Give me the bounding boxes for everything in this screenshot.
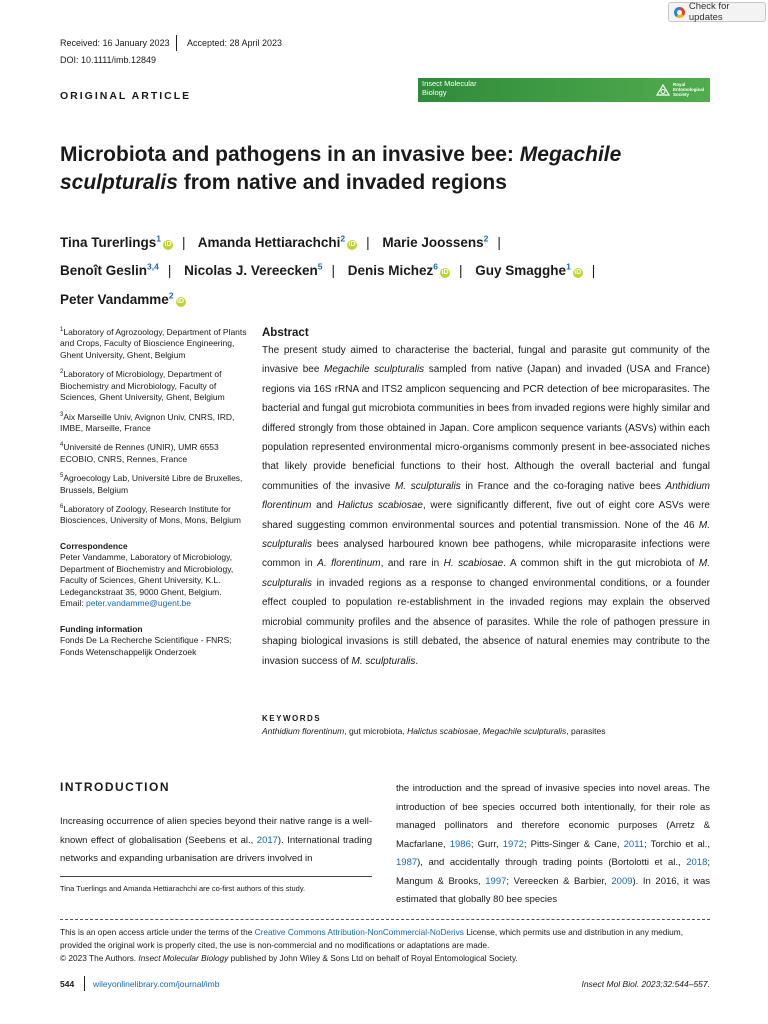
footnote-rule xyxy=(60,876,372,877)
citation-link[interactable]: 2018 xyxy=(686,857,708,868)
affiliation: $^4$Université de Rennes (UNIR), UMR 6553 ECOBIO, CNRS, Rennes, France xyxy=(60,442,219,464)
citation-link[interactable]: 2011 xyxy=(623,838,645,850)
author[interactable]: Nicolas J. Vereecken$^5$ xyxy=(184,261,323,278)
license-link[interactable]: Creative Commons Attribution-NonCommercial-NoDerivs xyxy=(254,927,464,937)
accepted-date: Accepted: 28 April 2023 xyxy=(187,38,283,48)
affiliation: $^1$Laboratory of Agrozoology, Department of Plants and Crops, Faculty of Bioscience Engineering, Ghent University, Ghent, Belgium xyxy=(60,326,247,360)
license-text: This is an open access article under the terms of the Creative Commons Attribution-NonCommercial-NoDerivs License, which permits use and distribution in any medium, provided the original work is properly cited, the use is non-commercial and no modifications or adaptations are made. © 2023 The Authors. Insect Molecular Biology published by John Wiley & Sons Ltd on behalf of Royal Entomological Society. xyxy=(60,927,684,963)
intro-right-column: the introduction and the spread of invasive species into novel areas. The introduction of bee species occurred both intentionally, for their role as managed pollinators and therefore economic purposes (Arretz & Macfarlane, 1986; Gurr, 1972; Pitts-Singer & Cane, 2011; Torchio et al., 1987), and accidentally through trading points (Bortolotti et al., 2018; Mangum & Brooks, 1997; Vereecken & Barbier, 2009). In 2016, it was estimated that globally 80 bee species xyxy=(396,783,711,905)
author[interactable]: Guy Smagghe$^1$iD xyxy=(475,261,582,278)
affiliation: $^5$Agroecology Lab, Université Libre de Bruxelles, Brussels, Belgium xyxy=(60,473,243,495)
orcid-icon: iD xyxy=(348,240,356,248)
crossmark-icon xyxy=(674,7,685,18)
author[interactable]: Marie Joossens$^2$ xyxy=(382,233,489,250)
keywords: Anthidium florentinum, gut microbiota, Halictus scabiosae, Megachile sculpturalis, parasites xyxy=(262,726,606,736)
journal-banner xyxy=(418,78,710,102)
intro-left-column: Increasing occurrence of alien species beyond their native range is a well-known effect of globalisation (Seebens et al., 2017). International trading networks and expanding urbanisation are drivers involved in xyxy=(60,816,372,864)
abstract-heading: Abstract xyxy=(262,327,309,339)
correspondence-text: Peter Vandamme, Laboratory of Microbiology, Department of Biochemistry and Microbiology, Faculty of Sciences, Ghent University, K.L. Ledeganckstraat 35, 9000 Ghent, Belgium. xyxy=(60,552,234,597)
citation-link[interactable]: 2009 xyxy=(611,875,633,887)
citation-info: Insect Mol Biol. 2023;32:544–557. xyxy=(581,979,710,989)
footer-divider xyxy=(84,976,85,991)
society-emblem-icon xyxy=(656,84,670,96)
citation-link[interactable]: 1972 xyxy=(502,838,524,850)
orcid-icon: iD xyxy=(441,269,449,276)
keywords-heading: KEYWORDS xyxy=(262,714,322,723)
citation-link[interactable]: 1987 xyxy=(396,857,418,868)
affiliation: $^3$Aix Marseille Univ, Avignon Univ, CNRS, IRD, IMBE, Marseille, France xyxy=(60,411,235,433)
header-divider xyxy=(176,35,177,51)
funding-text: Fonds De La Recherche Scientifique - FNRS; Fonds Wetenschappelijk Onderzoek xyxy=(60,635,232,657)
orcid-icon: iD xyxy=(574,269,582,276)
page-number: 544 xyxy=(60,979,75,989)
correspondence-heading: Correspondence xyxy=(60,540,128,551)
check-updates-label: Check for updates xyxy=(688,1,730,23)
affiliation: $^6$Laboratory of Zoology, Research Institute for Biosciences, University of Mons, Mons, Belgium xyxy=(60,503,241,526)
check-for-updates-button[interactable] xyxy=(668,2,766,22)
author[interactable]: Benoît Geslin$^{3,4}$ xyxy=(60,261,159,278)
orcid-icon: iD xyxy=(164,240,172,248)
author[interactable]: Denis Michez$^6$iD xyxy=(347,261,449,278)
author[interactable]: Amanda Hettiarachchi$^2$iD xyxy=(197,233,356,250)
footnote: Tina Tuerlings and Amanda Hettiarachchi are co-first authors of this study. xyxy=(60,884,306,893)
citation-link[interactable]: 2017 xyxy=(256,834,278,846)
society-logo: Royal Entomological Society xyxy=(656,82,704,97)
funding-heading: Funding information xyxy=(60,623,143,634)
affiliation: $^2$Laboratory of Microbiology, Department of Biochemistry and Microbiology, Faculty of Sciences, Ghent University, Ghent, Belgium xyxy=(60,369,225,403)
orcid-icon: iD xyxy=(177,297,185,305)
doi: DOI: 10.1111/imb.12849 xyxy=(60,55,157,65)
license-divider xyxy=(60,919,710,920)
journal-url-link[interactable]: wileyonlinelibrary.com/journal/imb xyxy=(93,979,220,989)
section-label: ORIGINAL ARTICLE xyxy=(60,90,192,102)
author-list: Tina Turerlings$^1$iD | Amanda Hettiarachchi$^2$iD | Marie Joossens$^2$ | Benoît Geslin$^{3,4}$ | Nicolas J. Vereecken$^5$ | Denis Michez$^6$iD | Guy Smagghe$^1$iD | Peter Vandamme$^2$iD xyxy=(60,233,596,307)
article-title: Microbiota and pathogens in an invasive bee: Megachile sculpturalis from native and invaded regions xyxy=(60,143,622,194)
abstract: Abstract The present study aimed to characterise the bacterial, fungal and parasite gut community of the invasive bee Megachile sculpturalis sampled from native (Japan) and invaded (USA and France) regions via 16S rRNA and ITS2 amplicon sequencing and PCR detection of bee microparasites. The bacterial and fungal gut microbiota communities in bees from invaded regions were highly similar and differed strongly from those obtained in Japan. Core amplicon sequence variants (ASVs) within each population represented environmental micro-organisms commonly present in bee-associated niches that likely provide beneficial functions to their host. Although the overall bacterial and fungal communities of the invasive M. sculpturalis in France and the co-foraging native bees Anthidium florentinum and Halictus scabiosae, were significantly different, five out of eight core ASVs were shared suggesting common environmental sources and potential transmission. None of the 46 M. sculpturalis bees analysed harboured known bee pathogens, while microparasite infections were common in A. florentinum, and rare in H. scabiosae. A common shift in the gut microbiota of M. sculpturalis in invaded regions as a response to changed environmental conditions, or a founder effect coupled to population re-establishment in the invaded regions may explain the observed microbial community profiles and the absence of parasites. While the role of pathogen pressure in shaping biological invasions is still debated, the absence of natural enemies may contribute to the invasion success of M. sculpturalis. xyxy=(262,327,711,667)
email-link[interactable]: peter.vandamme@ugent.be xyxy=(85,598,192,609)
author[interactable]: Tina Turerlings$^1$iD xyxy=(60,233,172,250)
affiliations-column: $^1$Laboratory of Agrozoology, Department of Plants and Crops, Faculty of Bioscience Engineering, Ghent University, Ghent, Belgium $^2$Laboratory of Microbiology, Department of Biochemistry and Microbiology, Faculty of Sciences, Ghent University, Ghent, Belgium $^3$Aix Marseille Univ, Avignon Univ, CNRS, IRD, IMBE, Marseille, France $^4$Université de Rennes (UNIR), UMR 6553 ECOBIO, CNRS, Rennes, France $^5$Agroecology Lab, Université Libre de Bruxelles, Brussels, Belgium $^6$Laboratory of Zoology, Research Institute for Biosciences, University of Mons, Mons, Belgium Correspondence Peter Vandamme, Laboratory of Microbiology, Department of Biochemistry and Microbiology, Faculty of Sciences, Ghent University, K.L. Ledeganckstraat 35, 9000 Ghent, Belgium. Email: peter.vandamme@ugent.be Funding information Fonds De La Recherche Scientifique - FNRS; Fonds Wetenschappelijk Onderzoek xyxy=(60,325,250,658)
journal-name: Insect Molecular Biology xyxy=(422,79,477,97)
received-date: Received: 16 January 2023 xyxy=(60,38,170,48)
citation-link[interactable]: 1997 xyxy=(485,875,507,887)
introduction-heading: INTRODUCTION xyxy=(60,780,170,794)
citation-link[interactable]: 1986 xyxy=(449,838,471,850)
author[interactable]: Peter Vandamme$^2$iD xyxy=(60,290,185,307)
